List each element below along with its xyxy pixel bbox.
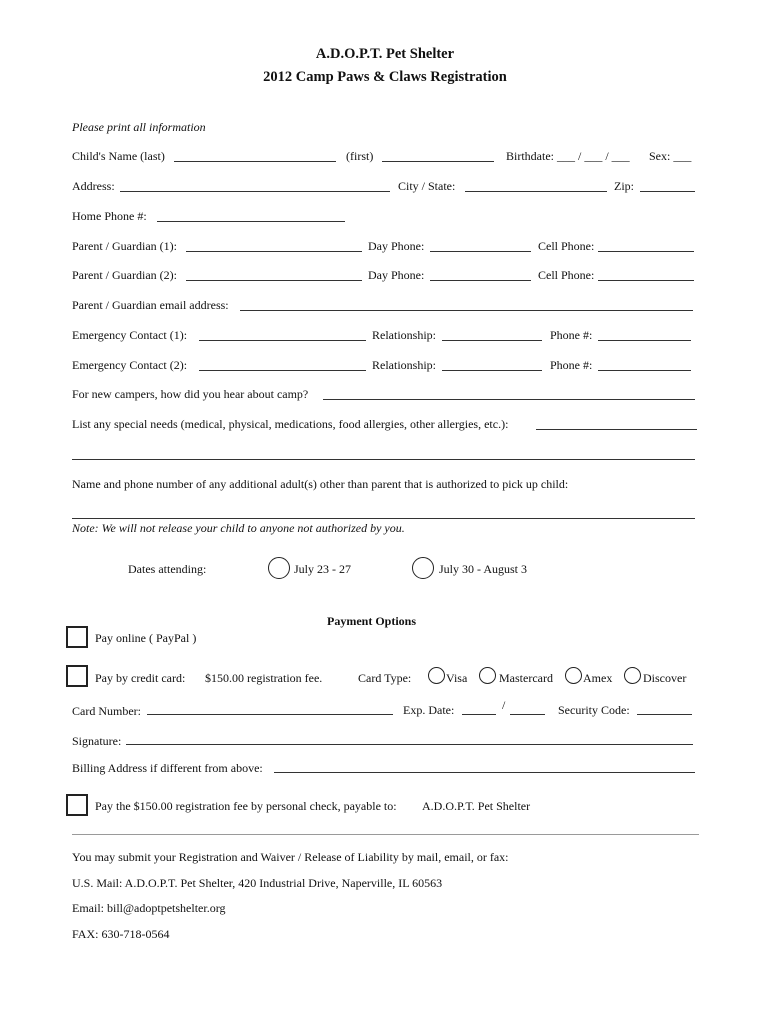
date-option-2-label: July 30 - August 3 xyxy=(439,562,528,576)
address-field[interactable] xyxy=(120,191,390,192)
exp-date-slash: / xyxy=(502,698,506,712)
pay-check-label: Pay the $150.00 registration fee by personal check, payable to: xyxy=(95,799,397,813)
dates-attending-label: Dates attending: xyxy=(128,562,207,576)
parent1-cell-phone-label: Cell Phone: xyxy=(538,239,595,253)
child-first-name-label: (first) xyxy=(346,149,374,163)
city-state-field[interactable] xyxy=(465,191,607,192)
emergency1-phone-label: Phone #: xyxy=(550,328,593,342)
zip-label: Zip: xyxy=(614,179,634,193)
emergency1-field[interactable] xyxy=(199,340,366,341)
emergency2-phone-field[interactable] xyxy=(598,370,691,371)
emergency1-relationship-field[interactable] xyxy=(442,340,542,341)
pay-credit-checkbox[interactable] xyxy=(66,665,88,687)
submission-fax: FAX: 630-718-0564 xyxy=(72,927,170,941)
card-amex-radio[interactable] xyxy=(565,667,582,684)
child-last-name-field[interactable] xyxy=(174,161,336,162)
parent2-day-phone-label: Day Phone: xyxy=(368,268,425,282)
zip-field[interactable] xyxy=(640,191,695,192)
card-mastercard-label: Mastercard xyxy=(499,671,553,685)
date-option-2-radio[interactable] xyxy=(412,557,434,579)
billing-address-label: Billing Address if different from above: xyxy=(72,761,263,775)
card-visa-label: Visa xyxy=(446,671,468,685)
emergency1-phone-field[interactable] xyxy=(598,340,691,341)
emergency2-field[interactable] xyxy=(199,370,366,371)
how-heard-label: For new campers, how did you hear about camp? xyxy=(72,387,309,401)
pay-online-checkbox[interactable] xyxy=(66,626,88,648)
parent1-label: Parent / Guardian (1): xyxy=(72,239,177,253)
signature-label: Signature: xyxy=(72,734,122,748)
emergency2-relationship-label: Relationship: xyxy=(372,358,436,372)
section-divider xyxy=(72,834,699,835)
emergency1-relationship-label: Relationship: xyxy=(372,328,436,342)
parent1-day-phone-label: Day Phone: xyxy=(368,239,425,253)
how-heard-field[interactable] xyxy=(323,399,695,400)
security-code-label: Security Code: xyxy=(558,703,630,717)
form-title: A.D.O.P.T. Pet Shelter xyxy=(315,46,455,62)
submission-mail: U.S. Mail: A.D.O.P.T. Pet Shelter, 420 Industrial Drive, Naperville, IL 60563 xyxy=(72,876,443,890)
card-discover-label: Discover xyxy=(643,671,687,685)
city-state-label: City / State: xyxy=(398,179,456,193)
exp-year-field[interactable] xyxy=(510,714,545,715)
parent1-field[interactable] xyxy=(186,251,362,252)
payment-options-heading: Payment Options xyxy=(327,614,417,628)
date-option-1-label: July 23 - 27 xyxy=(294,562,351,576)
pickup-adult-label: Name and phone number of any additional adult(s) other than parent that is authorized to pick up child: xyxy=(72,477,569,491)
submission-email: Email: bill@adoptpetshelter.org xyxy=(72,901,226,915)
emergency2-phone-label: Phone #: xyxy=(550,358,593,372)
parent2-day-phone-field[interactable] xyxy=(430,280,531,281)
registration-fee-text: $150.00 registration fee. xyxy=(205,671,323,685)
pay-online-label: Pay online ( PayPal ) xyxy=(95,631,197,645)
card-number-field[interactable] xyxy=(147,714,393,715)
pay-check-checkbox[interactable] xyxy=(66,794,88,816)
home-phone-field[interactable] xyxy=(157,221,345,222)
card-mastercard-radio[interactable] xyxy=(479,667,496,684)
special-needs-field[interactable] xyxy=(536,429,697,430)
signature-field[interactable] xyxy=(126,744,693,745)
date-option-1-radio[interactable] xyxy=(268,557,290,579)
parent1-day-phone-field[interactable] xyxy=(430,251,531,252)
address-label: Address: xyxy=(72,179,115,193)
special-needs-label: List any special needs (medical, physical, medications, food allergies, other allergies, etc.): xyxy=(72,417,509,431)
sex-field[interactable]: Sex: ___ xyxy=(649,149,692,163)
card-discover-radio[interactable] xyxy=(624,667,641,684)
emergency1-label: Emergency Contact (1): xyxy=(72,328,188,342)
exp-date-label: Exp. Date: xyxy=(403,703,455,717)
emergency2-relationship-field[interactable] xyxy=(442,370,542,371)
check-payee: A.D.O.P.T. Pet Shelter xyxy=(422,799,531,813)
child-last-name-label: Child's Name (last) xyxy=(72,149,165,163)
special-needs-field-line2[interactable] xyxy=(72,459,695,460)
card-amex-label: Amex xyxy=(583,671,613,685)
parent2-label: Parent / Guardian (2): xyxy=(72,268,177,282)
card-visa-radio[interactable] xyxy=(428,667,445,684)
billing-address-field[interactable] xyxy=(274,772,695,773)
emergency2-label: Emergency Contact (2): xyxy=(72,358,188,372)
birthdate-field[interactable]: Birthdate: ___ / ___ / ___ xyxy=(506,149,630,163)
parent-email-field[interactable] xyxy=(240,310,693,311)
instruction-text: Please print all information xyxy=(72,120,206,134)
security-code-field[interactable] xyxy=(637,714,692,715)
card-type-label: Card Type: xyxy=(358,671,412,685)
form-subtitle: 2012 Camp Paws & Claws Registration xyxy=(263,69,507,85)
pickup-adult-field[interactable] xyxy=(72,518,695,519)
parent-email-label: Parent / Guardian email address: xyxy=(72,298,229,312)
card-number-label: Card Number: xyxy=(72,704,141,718)
submission-intro: You may submit your Registration and Waiver / Release of Liability by mail, email, or fax: xyxy=(72,850,509,864)
parent2-cell-phone-label: Cell Phone: xyxy=(538,268,595,282)
authorization-note: Note: We will not release your child to anyone not authorized by you. xyxy=(72,521,405,535)
parent2-field[interactable] xyxy=(186,280,362,281)
exp-month-field[interactable] xyxy=(462,714,496,715)
child-first-name-field[interactable] xyxy=(382,161,494,162)
pay-credit-label: Pay by credit card: xyxy=(95,671,186,685)
parent2-cell-phone-field[interactable] xyxy=(598,280,694,281)
parent1-cell-phone-field[interactable] xyxy=(598,251,694,252)
home-phone-label: Home Phone #: xyxy=(72,209,147,223)
